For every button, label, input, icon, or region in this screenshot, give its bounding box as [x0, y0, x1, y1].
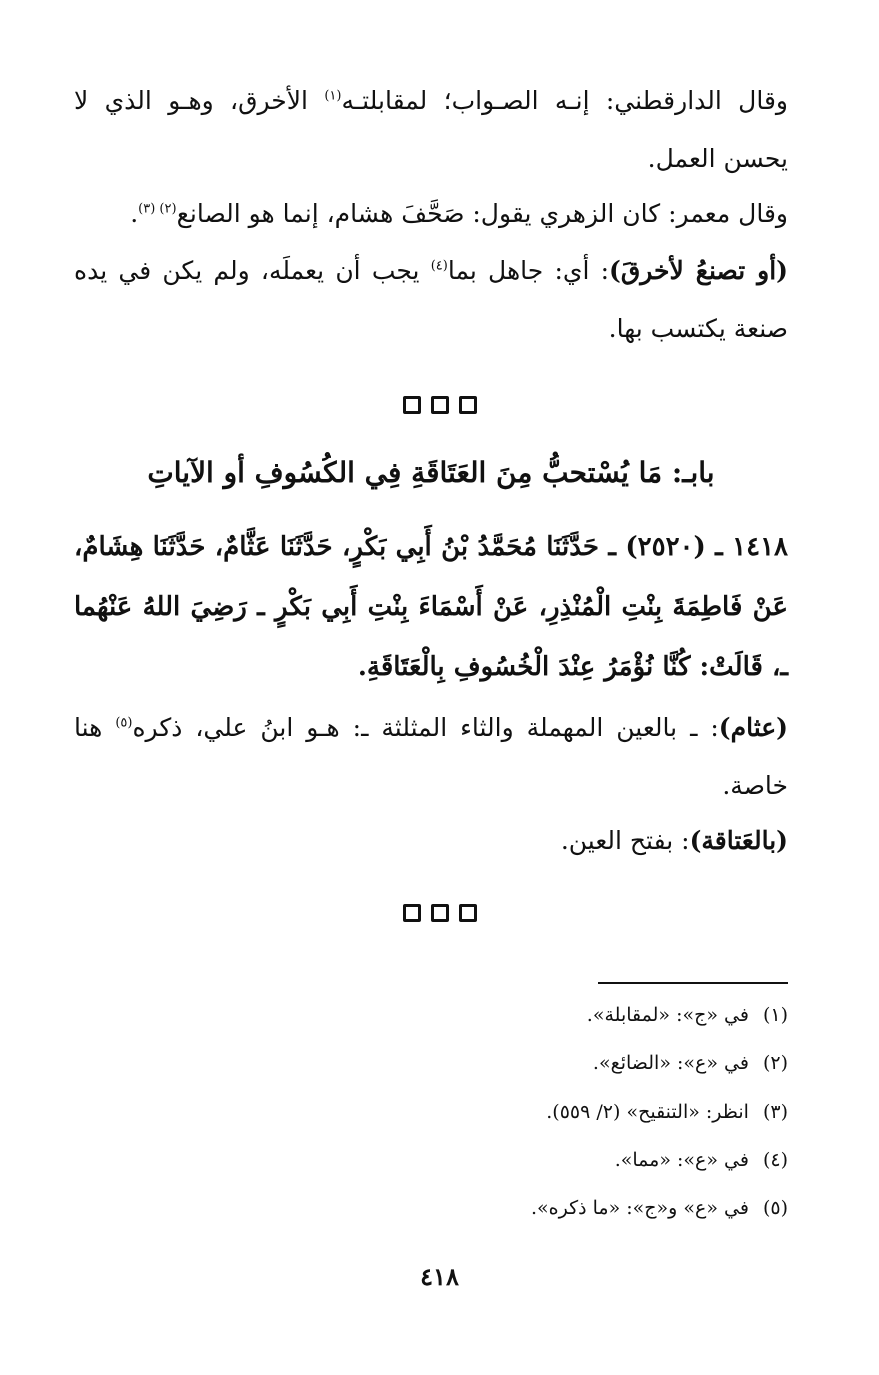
hadith-text — [74, 517, 788, 697]
paragraph-text: وقال معمر: كان الزهري يقول: صَحَّفَ هشام، إنما هو الصانع — [176, 199, 788, 228]
square-ornament-icon — [403, 904, 421, 922]
square-ornament-icon — [403, 396, 421, 414]
page-number: ٤١٨ — [420, 1262, 459, 1291]
paragraph-text: وقال الدارقطني: إنـه الصـواب؛ لمقابلتـه — [341, 86, 788, 115]
term-bold: (بالعَتاقة) — [689, 826, 788, 855]
square-ornament-icon — [431, 904, 449, 922]
footnote-text: في «ج»: «لمقابلة». — [586, 1004, 749, 1026]
paragraph-text: يجب أن يعملَه، ولم يكن في يده صنعة يكتسب بها. — [74, 256, 788, 343]
term-bold: (أو تصنعُ لأخرقَ) — [609, 256, 788, 285]
hadith-paragraph: ١٤١٨ ـ (٢٥٢٠) ـ حَدَّثَنَا مُحَمَّدُ بْنُ أَبِي بَكْرٍ، حَدَّثَنَا عَثَّامٌ، حَدَّثَنَا هِشَامٌ، عَنْ فَاطِمَةَ بِنْتِ الْمُنْذِرِ، عَنْ أَسْمَاءَ بِنْتِ أَبِي بَكْرٍ ـ رَضِيَ اللهُ عَنْهُما ـ، قَالَتْ: كُنَّا نُؤْمَرُ عِنْدَ الْخُسُوفِ بِالْعَتَاقَةِ. — [74, 532, 788, 682]
footnote-2 — [593, 1050, 788, 1076]
paragraph-text: : أي: جاهل بما — [447, 256, 610, 285]
footnote-ref-4: (٤) — [430, 258, 448, 274]
paragraph-text: . — [130, 199, 139, 228]
paragraph-tasnau — [74, 242, 788, 358]
note-text: هنا خاصة. — [74, 713, 788, 800]
footnote-5 — [531, 1195, 788, 1221]
footnote-number: (٥) — [762, 1197, 788, 1219]
term-bold: (عثام) — [718, 713, 788, 742]
paragraph-maamar — [74, 185, 788, 243]
footnote-text: انظر: «التنقيح» (٢/ ٥٥٩). — [546, 1101, 749, 1123]
square-ornament-icon — [431, 396, 449, 414]
footnote-number: (٣) — [762, 1101, 788, 1123]
footnote-4 — [615, 1147, 788, 1173]
note-ataqa — [74, 812, 788, 870]
footnote-number: (١) — [762, 1004, 788, 1026]
footnote-3 — [546, 1099, 788, 1125]
footnote-ref-5: (٥) — [115, 715, 133, 731]
paragraph-daraqutni — [74, 72, 788, 188]
note-text: : ـ بالعين المهملة والثاء المثلثة ـ: هـو ابنُ علي، ذكره — [132, 713, 719, 742]
section-separator — [0, 396, 879, 414]
footnote-ref-2-3: (٢) (٣) — [138, 201, 177, 217]
note-ittham — [74, 699, 788, 815]
section-separator — [0, 904, 879, 922]
square-ornament-icon — [459, 904, 477, 922]
paragraph-text: الأخرق، وهـو الذي لا يحسن العمل. — [74, 86, 788, 173]
square-ornament-icon — [459, 396, 477, 414]
footnote-text: في «ع»: «الضائع». — [592, 1052, 749, 1074]
footnote-divider — [598, 982, 788, 984]
footnote-number: (٤) — [762, 1149, 788, 1171]
footnote-ref-1: (١) — [324, 88, 342, 104]
footnote-1 — [587, 1002, 788, 1028]
footnote-number: (٢) — [762, 1052, 788, 1074]
note-text: : بفتح العين. — [560, 826, 690, 855]
chapter-heading: بابـ: مَا يُسْتحبُّ مِنَ العَتَاقَةِ فِي الكُسُوفِ أو الآياتِ — [147, 456, 715, 489]
footnote-text: في «ع» و«ج»: «ما ذكره». — [530, 1197, 749, 1219]
footnote-text: في «ع»: «مما». — [614, 1149, 749, 1171]
